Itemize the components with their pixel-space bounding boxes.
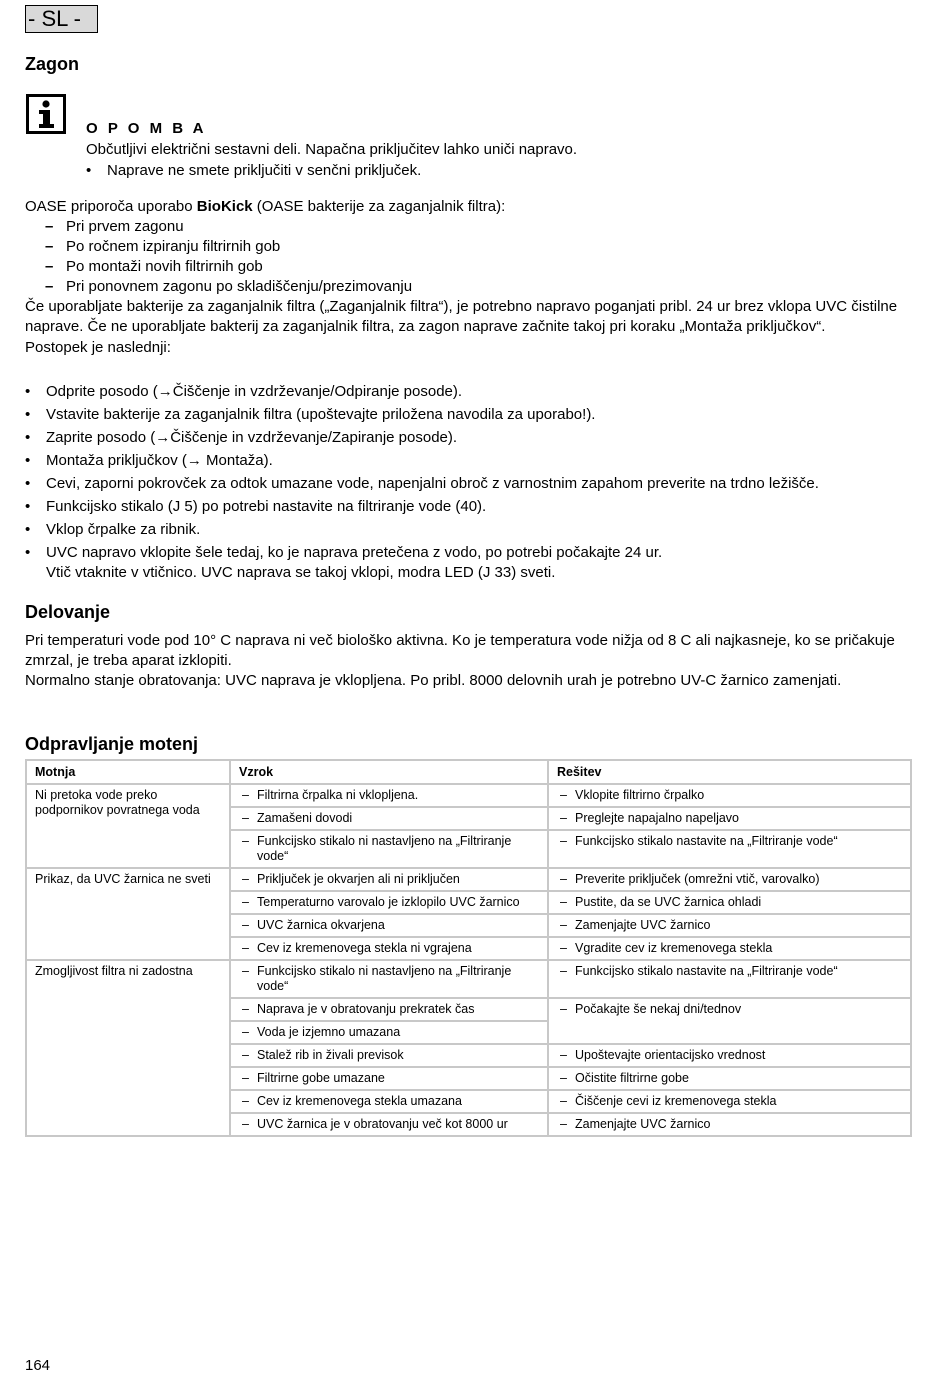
step-item: • Cevi, zaporni pokrovček za odtok umazane vode, napenjalni obroč z varnostnim zapahom preverite na trdno ležišče.	[25, 474, 915, 494]
header-remedy: Rešitev	[548, 760, 911, 784]
remedy-text: – Čiščenje cevi iz kremenovega stekla	[557, 1094, 902, 1109]
remedy-text: – Vgradite cev iz kremenovega stekla	[557, 941, 902, 956]
remedy-cell	[548, 1113, 911, 1136]
section-title-odpravljanje: Odpravljanje motenj	[25, 734, 199, 754]
note-title: O P O M B A	[86, 120, 207, 137]
cause-cell	[230, 807, 548, 830]
cause-cell	[230, 1090, 548, 1113]
remedy-cell	[548, 914, 911, 937]
language-tag: - SL -	[25, 5, 98, 33]
cause-cell	[230, 998, 548, 1021]
cause-cell	[230, 1067, 548, 1090]
step-item: • Montaža priključkov (→ Montaža).	[25, 451, 915, 471]
step-continuation: Vtič vtaknite v vtičnico. UVC naprava se takoj vklopi, modra LED (J 33) sveti.	[46, 564, 556, 581]
cause-text: – Filtrirna črpalka ni vklopljena.	[239, 788, 539, 803]
cause-text: – Priključek je okvarjen ali ni priključen	[239, 872, 539, 887]
cause-cell	[230, 914, 548, 937]
procedure-label: Postopek je naslednji:	[25, 339, 171, 356]
remedy-text: – Zamenjajte UVC žarnico	[557, 918, 902, 933]
cause-cell	[230, 891, 548, 914]
table-row	[26, 784, 911, 807]
cause-text: – Cev iz kremenovega stekla ni vgrajena	[239, 941, 539, 956]
fault-cell: Ni pretoka vode preko podpornikov povratnega voda	[26, 784, 230, 868]
note-block	[86, 118, 577, 181]
cause-text: – UVC žarnica je v obratovanju več kot 8000 ur	[239, 1117, 539, 1132]
step-item: • Odprite posodo (→Čiščenje in vzdrževanje/Odpiranje posode).	[25, 382, 915, 402]
remedy-cell	[548, 868, 911, 891]
step-item: • UVC napravo vklopite šele tedaj, ko je naprava pretečena z vodo, po potrebi počakajte 24 ur.	[25, 543, 915, 563]
remedy-text: – Upoštevajte orientacijsko vrednost	[557, 1048, 902, 1063]
cause-text: – Naprava je v obratovanju prekratek čas	[239, 1002, 539, 1017]
step-item: • Vklop črpalke za ribnik.	[25, 520, 915, 540]
remedy-text: – Funkcijsko stikalo nastavite na „Filtriranje vode“	[557, 964, 902, 979]
note-bullet: • Naprave ne smete priključiti v senčni priključek.	[86, 160, 577, 181]
cause-text: – Funkcijsko stikalo ni nastavljeno na „Filtriranje vode“	[239, 964, 539, 994]
cause-cell	[230, 1044, 548, 1067]
header-fault: Motnja	[26, 760, 230, 784]
recommend-item: – Po ročnem izpiranju filtrirnih gob	[25, 237, 915, 257]
step-item: • Vstavite bakterije za zaganjalnik filtra (upoštevajte priložena navodila za uporabo!).	[25, 405, 915, 425]
recommend-pre: OASE priporoča uporabo	[25, 198, 197, 215]
operation-paragraph-1: Pri temperaturi vode pod 10° C naprava ni več biološko aktivna. Ko je temperatura vode nižja od 8 C ali najkasneje, ko se pričakuje zmrzal, je treba aparat izklopiti.	[25, 632, 895, 669]
table-row	[26, 868, 911, 891]
remedy-cell	[548, 1090, 911, 1113]
operation-block	[25, 631, 915, 691]
step-item: • Funkcijsko stikalo (J 5) po potrebi nastavite na filtriranje vode (40).	[25, 497, 915, 517]
startup-paragraph: Če uporabljate bakterije za zaganjalnik filtra („Zaganjalnik filtra“), je potrebno napravo poganjati pribl. 24 ur brez vklopa UVC čistilne naprave. Če ne uporabljate bakterij za zaganjalnik filtra, za zagon naprave začnite takoj pri koraku „Montaža priključkov“.	[25, 298, 898, 335]
recommend-post: (OASE bakterije za zaganjalnik filtra):	[252, 198, 506, 215]
remedy-cell	[548, 998, 911, 1044]
note-text: Občutljivi električni sestavni deli. Napačna priključitev lahko uniči napravo.	[86, 141, 578, 158]
cause-text: – Stalež rib in živali previsok	[239, 1048, 539, 1063]
remedy-cell	[548, 830, 911, 868]
recommend-item: – Pri prvem zagonu	[25, 217, 915, 237]
step-item: • Zaprite posodo (→Čiščenje in vzdrževanje/Zapiranje posode).	[25, 428, 915, 448]
troubleshooting-table	[25, 759, 912, 1137]
remedy-text: – Preverite priključek (omrežni vtič, varovalko)	[557, 872, 902, 887]
remedy-cell	[548, 807, 911, 830]
cause-text: – Filtrirne gobe umazane	[239, 1071, 539, 1086]
cause-text: – Voda je izjemno umazana	[239, 1025, 539, 1040]
remedy-cell	[548, 937, 911, 960]
remedy-text: – Vklopite filtrirno črpalko	[557, 788, 902, 803]
remedy-text: – Počakajte še nekaj dni/tednov	[557, 1002, 902, 1017]
recommend-line	[25, 197, 915, 217]
cause-text: – Cev iz kremenovega stekla umazana	[239, 1094, 539, 1109]
procedure-steps	[25, 382, 915, 583]
cause-cell	[230, 1113, 548, 1136]
recommend-item: – Pri ponovnem zagonu po skladiščenju/prezimovanju	[25, 277, 915, 297]
cause-cell	[230, 1021, 548, 1044]
table-header-row	[26, 760, 911, 784]
remedy-cell	[548, 1044, 911, 1067]
section-title-zagon: Zagon	[25, 54, 79, 74]
recommend-block	[25, 197, 915, 358]
cause-cell	[230, 937, 548, 960]
remedy-text: – Očistite filtrirne gobe	[557, 1071, 902, 1086]
fault-cell: Zmogljivost filtra ni zadostna	[26, 960, 230, 1136]
cause-cell	[230, 830, 548, 868]
section-title-delovanje: Delovanje	[25, 602, 111, 622]
remedy-cell	[548, 784, 911, 807]
page-number: 164	[25, 1357, 51, 1374]
cause-cell	[230, 868, 548, 891]
cause-text: – Funkcijsko stikalo ni nastavljeno na „Filtriranje vode“	[239, 834, 539, 864]
cause-text: – Zamašeni dovodi	[239, 811, 539, 826]
remedy-cell	[548, 960, 911, 998]
remedy-cell	[548, 1067, 911, 1090]
remedy-cell	[548, 891, 911, 914]
cause-cell	[230, 784, 548, 807]
remedy-text: – Pustite, da se UVC žarnica ohladi	[557, 895, 902, 910]
info-i-icon	[26, 94, 66, 134]
cause-text: – Temperaturno varovalo je izklopilo UVC žarnico	[239, 895, 539, 910]
cause-cell	[230, 960, 548, 998]
operation-paragraph-2: Normalno stanje obratovanja: UVC naprava je vklopljena. Po pribl. 8000 delovnih urah je potrebno UV-C žarnico zamenjati.	[25, 672, 842, 689]
table-row	[26, 960, 911, 998]
remedy-text: – Zamenjajte UVC žarnico	[557, 1117, 902, 1132]
cause-text: – UVC žarnica okvarjena	[239, 918, 539, 933]
remedy-text: – Preglejte napajalno napeljavo	[557, 811, 902, 826]
recommend-product: BioKick	[196, 198, 253, 215]
fault-cell: Prikaz, da UVC žarnica ne sveti	[26, 868, 230, 960]
recommend-item: – Po montaži novih filtrirnih gob	[25, 257, 915, 277]
header-cause: Vzrok	[230, 760, 548, 784]
remedy-text: – Funkcijsko stikalo nastavite na „Filtriranje vode“	[557, 834, 902, 849]
